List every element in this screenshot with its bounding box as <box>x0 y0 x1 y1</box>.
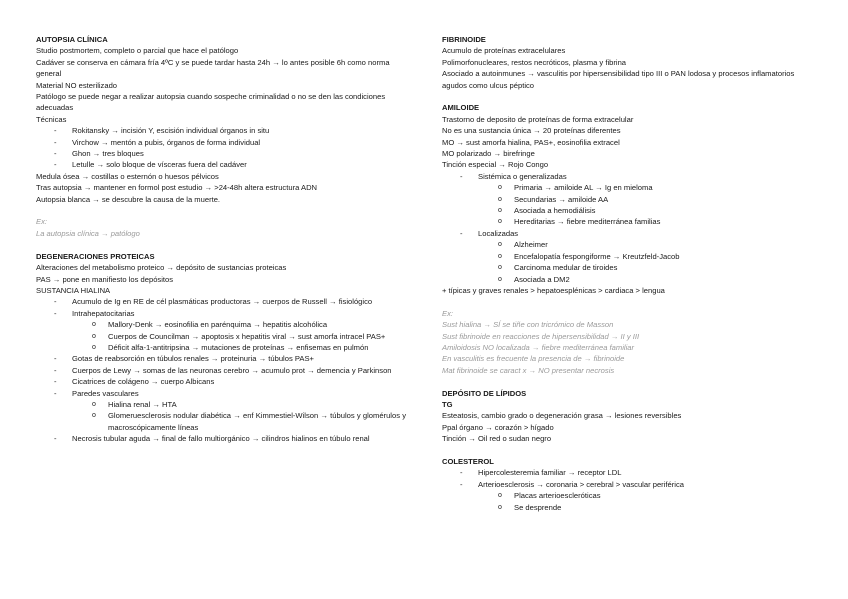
text-line: Cadáver se conserva en cámara fría 4ºC y se puede tardar hasta 24h → lo antes posible 6h como norma general <box>36 57 390 79</box>
text-line: Esteatosis, cambio grado o degeneración grasa → lesiones reversibles <box>442 411 682 421</box>
text-line: MO polarizado → birefringe <box>442 149 535 159</box>
sublist-item: o Alzheimer <box>442 239 814 250</box>
section-title: COLESTEROL <box>442 456 494 466</box>
sublist-item: o Carcinoma medular de tiroides <box>442 262 814 273</box>
text-line: Técnicas <box>36 114 67 124</box>
text-line: Polimorfonucleares, restos necróticos, plasma y fibrina <box>442 57 627 67</box>
list-item: - Necrosis tubular aguda → final de fallo multiorgánico → cilindros hialinos en túbulo renal <box>36 433 406 444</box>
list-item: - Hipercolesteremia familiar → receptor LDL <box>442 467 814 478</box>
section-title: FIBRINOIDE <box>442 35 486 44</box>
sublist-item: o Asociada a DM2 <box>442 274 814 285</box>
section-title: AMILOIDE <box>442 103 480 113</box>
text-line: Studio postmortem, completo o parcial que hace el patólogo <box>36 46 239 56</box>
sublist-item: o Glomeruesclerosis nodular diabética → enf Kimmestiel-Wilson → túbulos y glomérulos y macroscópicamente líneas <box>36 410 406 433</box>
section-amiloide <box>442 102 814 376</box>
text-line: Tras autopsia → mantener en formol post estudio → >24-48h altera estructura ADN <box>36 183 318 193</box>
subsection-title: SUSTANCIA HIALINA <box>36 285 111 295</box>
text-line: Ppal órgano → corazón > hígado <box>442 422 554 432</box>
text-line: Acumulo de proteínas extracelulares <box>442 46 566 56</box>
list-item: - Arterioesclerosis → coronaria > cerebral > vascular periférica <box>442 479 814 490</box>
list-item: - Cicatrices de colágeno → cuerpo Albicans <box>36 376 406 387</box>
example-line: Sust fibrinoide en reacciones de hipersensibilidad → II y III <box>442 331 640 341</box>
left-column <box>36 34 406 445</box>
text-line: Asociado a autoinmunes → vasculitis por hipersensibilidad tipo III o PAN lodosa y procesos inflamatorios agudos como ulcus péptico <box>442 69 795 90</box>
text-line: Tinción → Oil red o sudan negro <box>442 434 552 444</box>
sublist-item: o Hialina renal → HTA <box>36 399 406 410</box>
sublist-item: o Placas arterioescleróticas <box>442 490 814 501</box>
list-item: - Localizadas <box>442 228 814 239</box>
list-item: - Intrahepatocitarias <box>36 308 406 319</box>
text-line: PAS → pone en manifiesto los depósitos <box>36 274 174 284</box>
text-line: Alteraciones del metabolismo proteico → depósito de sustancias proteicas <box>36 263 287 273</box>
sublist-item: o Asociada a hemodiálisis <box>442 205 814 216</box>
example-line: Amiloidosis NO localizada → fiebre mediterránea familiar <box>442 342 635 352</box>
section-title: DEPÓSITO DE LÍPIDOS <box>442 388 527 398</box>
example-label: Ex: <box>36 217 47 227</box>
right-column <box>442 34 814 513</box>
example-line: Mat fibrinoide se caract x → NO presentar necrosis <box>442 365 615 375</box>
example-line: En vasculitis es frecuente la presencia de → fibrinoide <box>442 354 625 364</box>
text-line: Tinción especial → Rojo Congo <box>442 160 549 170</box>
list-item: - Letulle → solo bloque de vísceras fuera del cadáver <box>36 159 406 170</box>
text-line: Patólogo se puede negar a realizar autopsia cuando sospeche criminalidad o no se den las condiciones adecuadas <box>36 92 386 113</box>
list-item: - Rokitansky → incisión Y, escisión individual órganos in situ <box>36 125 406 136</box>
list-item: - Sistémica o generalizadas <box>442 171 814 182</box>
text-line: Autopsia blanca → se descubre la causa de la muerte. <box>36 194 221 204</box>
list-item: - Gotas de reabsorción en túbulos renales → proteinuria → túbulos PAS+ <box>36 353 406 364</box>
section-lipidos <box>442 388 814 445</box>
list-item: - Acumulo de Ig en RE de cél plasmáticas productoras → cuerpos de Russell → fisiológico <box>36 296 406 307</box>
text-line: MO → sust amorfa hialina, PAS+, eosinofilia extracel <box>442 137 620 147</box>
section-autopsia <box>36 34 406 239</box>
list-item: - Cuerpos de Lewy → somas de las neuronas cerebro → acumulo prot → demencia y Parkinson <box>36 365 406 376</box>
sublist-item: o Primaria → amiloide AL → Ig en mieloma <box>442 182 814 193</box>
text-line: TG <box>442 399 453 409</box>
section-fibrinoide <box>442 34 814 91</box>
text-line: + típicas y graves renales > hepatoesplénicas > cardiaca > lengua <box>442 285 665 295</box>
sublist-item: o Se desprende <box>442 502 814 513</box>
example-line: La autopsia clínica → patólogo <box>36 228 140 238</box>
sublist-item: o Encefalopatía fespongiforme → Kreutzfeld-Jacob <box>442 251 814 262</box>
text-line: Trastorno de deposito de proteínas de forma extracelular <box>442 114 634 124</box>
sublist-item: o Mallory-Denk → eosinofilia en parénquima → hepatitis alcohólica <box>36 319 406 330</box>
example-label: Ex: <box>442 308 453 318</box>
sublist-item: o Cuerpos de Councilman → apoptosis x hepatitis viral → sust amorfa intracel PAS+ <box>36 331 406 342</box>
sublist-item: o Hereditarias → fiebre mediterránea familias <box>442 216 814 227</box>
text-line: Material NO esterilizado <box>36 80 118 90</box>
example-line: Sust hialina → SÍ se tiñe con tricrómico de Masson <box>442 320 614 330</box>
section-colesterol <box>442 456 814 513</box>
text-line: No es una sustancia única → 20 proteínas diferentes <box>442 126 621 136</box>
sublist-item: o Déficit alfa-1-antitripsina → mutaciones de proteínas → enfisemas en pulmón <box>36 342 406 353</box>
list-item: - Virchow → mentón a pubis, órganos de forma individual <box>36 137 406 148</box>
sublist-item: o Secundarias → amiloide AA <box>442 194 814 205</box>
section-degeneraciones <box>36 251 406 445</box>
section-title: DEGENERACIONES PROTEICAS <box>36 251 155 261</box>
list-item: - Ghon → tres bloques <box>36 148 406 159</box>
text-line: Medula ósea → costillas o esternón o huesos pélvicos <box>36 171 219 181</box>
list-item: - Paredes vasculares <box>36 388 406 399</box>
section-title: AUTOPSIA CLÍNICA <box>36 35 108 44</box>
